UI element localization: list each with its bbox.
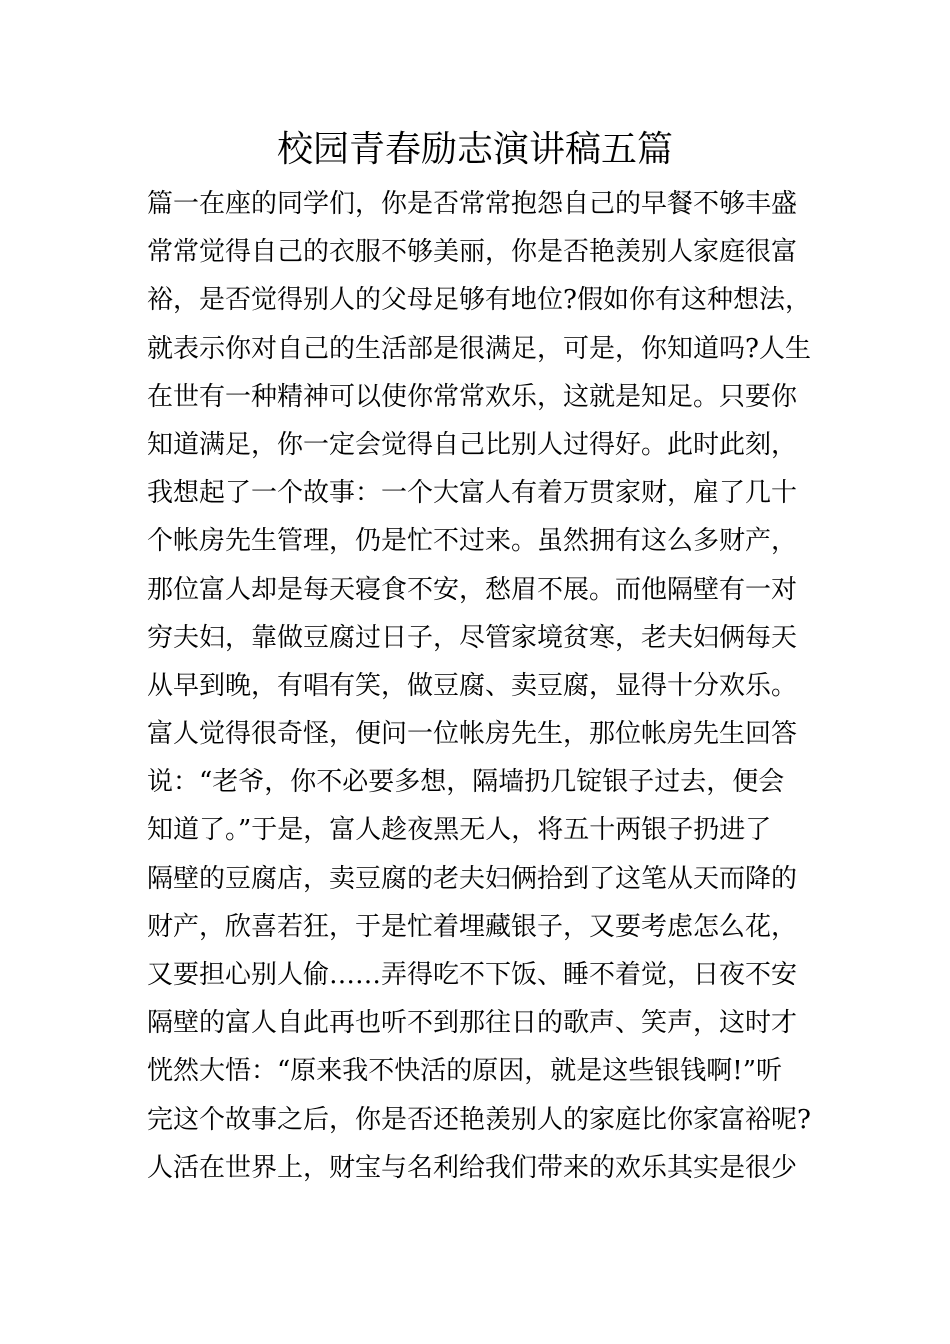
- body-line: 裕，是否觉得别人的父母足够有地位?假如你有这种想法，: [147, 285, 811, 316]
- body-line: 知道满足，你一定会觉得自己比别人过得好。此时此刻，: [147, 429, 798, 460]
- body-line: 完这个故事之后，你是否还艳羡别人的家庭比你家富裕呢?: [147, 1104, 811, 1135]
- body-line: 穷夫妇，靠做豆腐过日子，尽管家境贫寒，老夫妇俩每天: [147, 622, 798, 653]
- body-line: 说：“老爷，你不必要多想，隔墙扔几锭银子过去，便会: [147, 767, 785, 798]
- body-line: 从早到晚，有唱有笑，做豆腐、卖豆腐，显得十分欢乐。: [147, 670, 798, 701]
- body-line: 人活在世界上，财宝与名利给我们带来的欢乐其实是很少: [147, 1152, 798, 1183]
- body-line: 篇一在座的同学们，你是否常常抱怨自己的早餐不够丰盛: [147, 189, 798, 219]
- body-line: 财产，欣喜若狂，于是忙着埋藏银子，又要考虑怎么花，: [147, 911, 798, 942]
- body-line: 又要担心别人偷……弄得吃不下饭、睡不着觉，日夜不安: [147, 960, 798, 990]
- body-line: 就表示你对自己的生活部是很满足，可是，你知道吗?人生: [147, 333, 811, 364]
- body-line: 知道了。”于是，富人趁夜黑无人，将五十两银子扔进了: [147, 815, 772, 846]
- body-line: 隔壁的豆腐店，卖豆腐的老夫妇俩拾到了这笔从天而降的: [147, 863, 798, 894]
- body-line: 在世有一种精神可以使你常常欢乐，这就是知足。只要你: [147, 381, 798, 412]
- body-line: 富人觉得很奇怪，便问一位帐房先生，那位帐房先生回答: [147, 719, 798, 750]
- body-line: 我想起了一个故事：一个大富人有着万贯家财，雇了几十: [147, 478, 798, 509]
- body-line: 常常觉得自己的衣服不够美丽，你是否艳羡别人家庭很富: [147, 237, 798, 268]
- body-line: 那位富人却是每天寝食不安，愁眉不展。而他隔壁有一对: [147, 574, 798, 605]
- body-line: 隔壁的富人自此再也听不到那往日的歌声、笑声，这时才: [147, 1008, 798, 1039]
- body-line: 个帐房先生管理，仍是忙不过来。虽然拥有这么多财产，: [147, 526, 798, 557]
- document-title: 校园青春励志演讲稿五篇: [276, 129, 673, 170]
- body-line: 恍然大悟：“原来我不快活的原因，就是这些银钱啊!”听: [147, 1056, 783, 1087]
- document-body: [147, 180, 817, 1192]
